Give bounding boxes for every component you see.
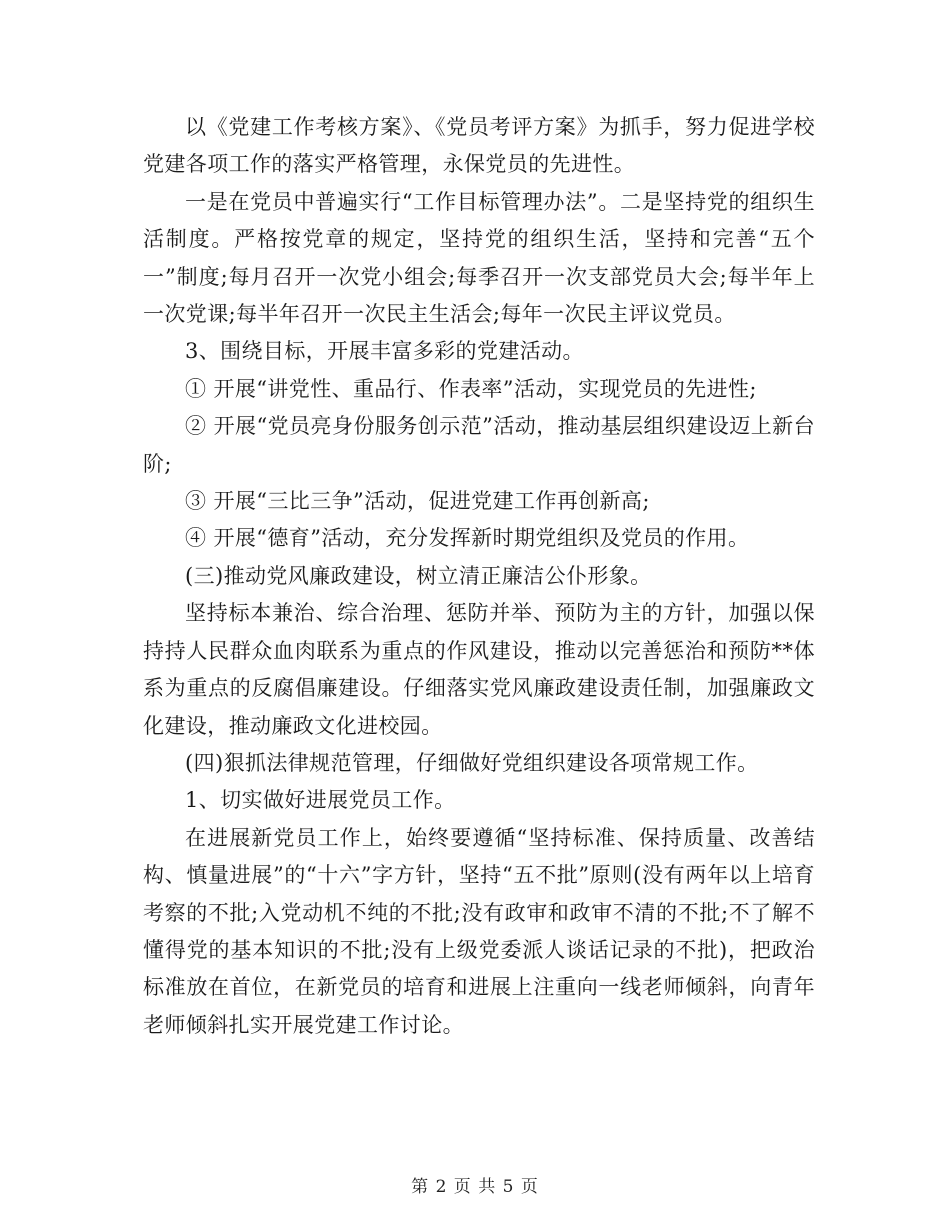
paragraph: 3、围绕目标，开展丰富多彩的党建活动。 bbox=[185, 339, 584, 364]
document-body bbox=[143, 109, 815, 1044]
paragraph: ③ 开展“三比三争”活动，促进党建工作再创新高; bbox=[185, 489, 650, 514]
section-heading: (四)狠抓法律规范管理，仔细做好党组织建设各项常规工作。 bbox=[185, 750, 759, 775]
paragraph: ① 开展“讲党性、重品行、作表率”活动，实现党员的先进性; bbox=[185, 376, 757, 401]
paragraph: ④ 开展“德育”活动，充分发挥新时期党组织及党员的作用。 bbox=[185, 526, 750, 551]
section-heading: (三)推动党风廉政建设，树立清正廉洁公仆形象。 bbox=[185, 563, 652, 588]
paragraph: 坚持标本兼治、综合治理、惩防并举、预防为主的方针，加强以保持持人民群众血肉联系为重点的作风建设，推动以完善惩治和预防**体系为重点的反腐倡廉建设。仔细落实党风廉政建设责任制，加强廉政文化建设，推动廉政文化进校园。 bbox=[143, 601, 815, 738]
page-number-footer: 第 2 页 共 5 页 bbox=[411, 1177, 539, 1197]
paragraph: ② 开展“党员亮身份服务创示范”活动，推动基层组织建设迈上新台阶; bbox=[143, 414, 815, 476]
paragraph: 1、切实做好进展党员工作。 bbox=[185, 788, 456, 813]
paragraph: 以《党建工作考核方案》、《党员考评方案》为抓手，努力促进学校党建各项工作的落实严格管理，永保党员的先进性。 bbox=[143, 115, 815, 177]
paragraph: 一是在党员中普遍实行“工作目标管理办法”。二是坚持党的组织生活制度。严格按党章的规定，坚持党的组织生活，坚持和完善“五个一”制度;每月召开一次党小组会;每季召开一次支部党员大会;每半年上一次党课;每半年召开一次民主生活会;每年一次民主评议党员。 bbox=[143, 189, 815, 327]
paragraph: 在进展新党员工作上，始终要遵循“坚持标准、保持质量、改善结构、慎量进展”的“十六”字方针，坚持“五不批”原则(没有两年以上培育考察的不批;入党动机不纯的不批;没有政审和政审不清的不批;不了解不懂得党的基本知识的不批;没有上级党委派人谈话记录的不批)，把政治标准放在首位，在新党员的培育和进展上注重向一线老师倾斜，向青年老师倾斜扎实开展党建工作讨论。 bbox=[143, 825, 815, 1037]
